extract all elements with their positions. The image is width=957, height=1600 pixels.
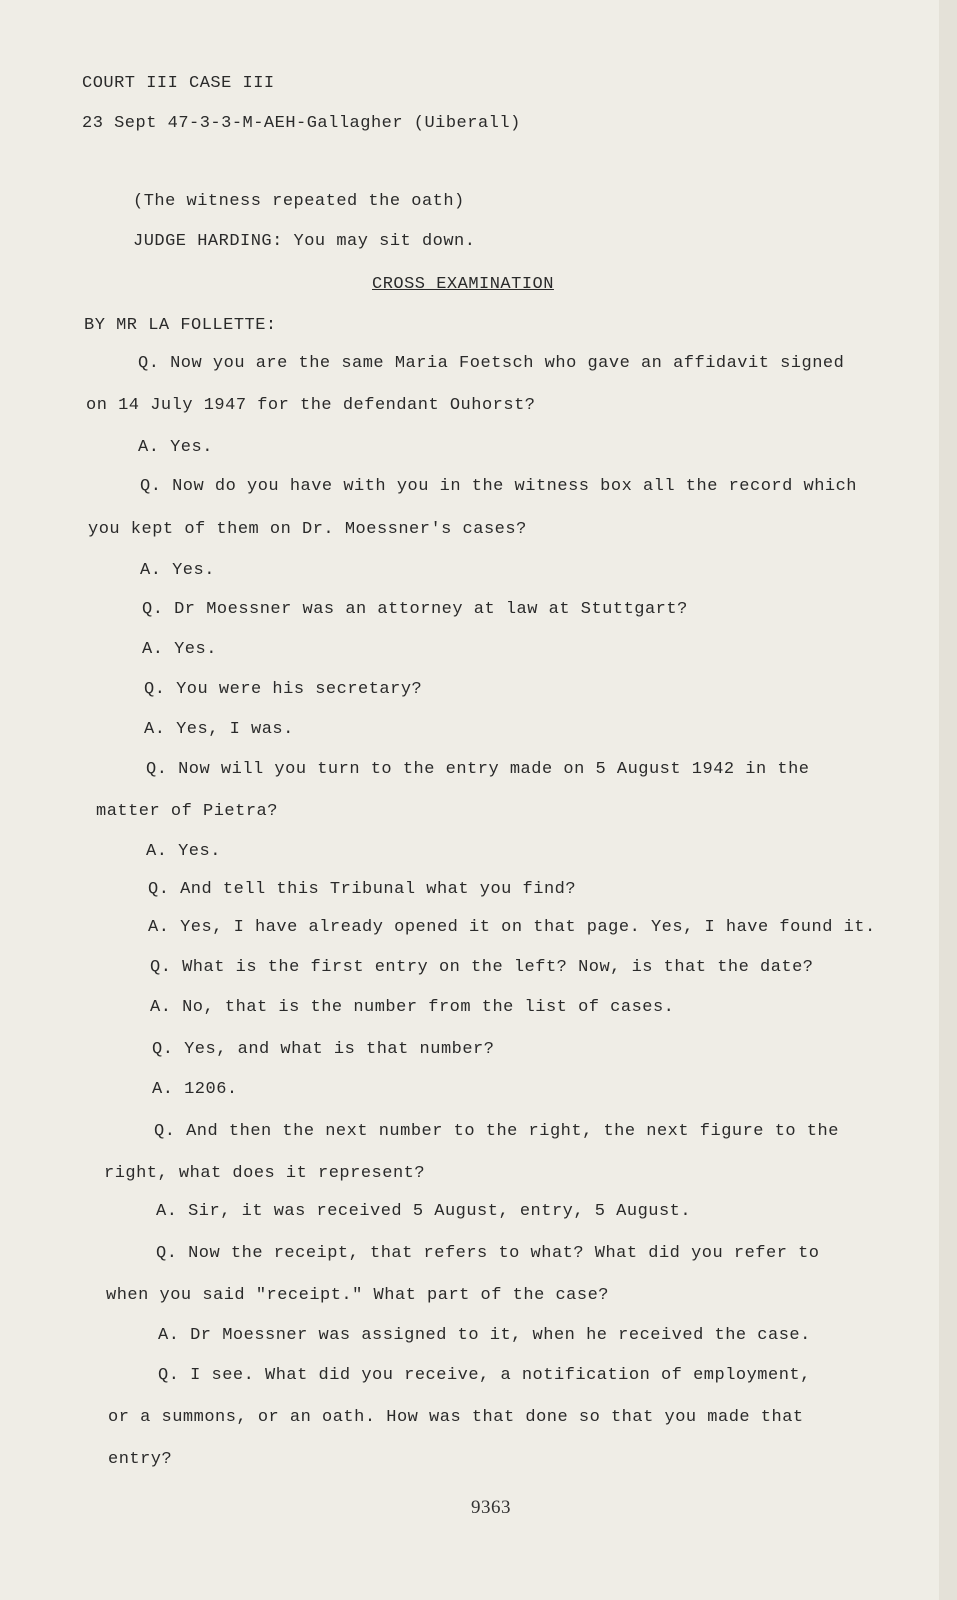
transcript-line: A. Yes. — [142, 640, 217, 659]
transcript-line: A. Yes. — [138, 438, 213, 457]
transcript-line: when you said "receipt." What part of the case? — [106, 1286, 609, 1305]
transcript-line: A. Yes, I have already opened it on that page. Yes, I have found it. — [148, 918, 876, 937]
transcript-line: you kept of them on Dr. Moessner's cases? — [88, 520, 527, 539]
page-edge — [939, 0, 957, 1600]
transcript-line: or a summons, or an oath. How was that done so that you made that — [108, 1408, 804, 1427]
transcript-line: entry? — [108, 1450, 173, 1469]
date-reporter-header: 23 Sept 47-3-3-M-AEH-Gallagher (Uiberall) — [82, 114, 521, 133]
transcript-line: A. Yes. — [146, 842, 221, 861]
transcript-line: A. No, that is the number from the list of cases. — [150, 998, 675, 1017]
examiner-line: BY MR LA FOLLETTE: — [84, 316, 277, 335]
transcript-line: Q. Now the receipt, that refers to what? What did you refer to — [156, 1244, 820, 1263]
transcript-line: Q. Yes, and what is that number? — [152, 1040, 495, 1059]
transcript-line: Q. And tell this Tribunal what you find? — [148, 880, 577, 899]
transcript-line: Q. And then the next number to the right, the next figure to the — [154, 1122, 839, 1141]
transcript-line: matter of Pietra? — [96, 802, 278, 821]
transcript-line: right, what does it represent? — [104, 1164, 426, 1183]
page-number: 9363 — [471, 1497, 511, 1518]
transcript-line: Q. I see. What did you receive, a notification of employment, — [158, 1366, 811, 1385]
transcript-line: Q. Now do you have with you in the witness box all the record which — [140, 477, 858, 496]
transcript-line: Q. Now you are the same Maria Foetsch who gave an affidavit signed — [138, 354, 845, 373]
transcript-line: A. 1206. — [152, 1080, 238, 1099]
transcript-line: Q. Dr Moessner was an attorney at law at Stuttgart? — [142, 600, 688, 619]
oath-note: (The witness repeated the oath) — [133, 192, 465, 211]
section-title: CROSS EXAMINATION — [372, 275, 554, 294]
judge-statement: JUDGE HARDING: You may sit down. — [133, 232, 476, 251]
transcript-line: on 14 July 1947 for the defendant Ouhorst? — [86, 396, 536, 415]
transcript-line: Q. What is the first entry on the left? Now, is that the date? — [150, 958, 814, 977]
court-case-header: COURT III CASE III — [82, 74, 275, 93]
transcript-line: Q. Now will you turn to the entry made on 5 August 1942 in the — [146, 760, 810, 779]
transcript-line: A. Dr Moessner was assigned to it, when he received the case. — [158, 1326, 811, 1345]
transcript-line: A. Sir, it was received 5 August, entry, 5 August. — [156, 1202, 692, 1221]
transcript-line: Q. You were his secretary? — [144, 680, 423, 699]
transcript-line: A. Yes, I was. — [144, 720, 294, 739]
transcript-line: A. Yes. — [140, 561, 215, 580]
